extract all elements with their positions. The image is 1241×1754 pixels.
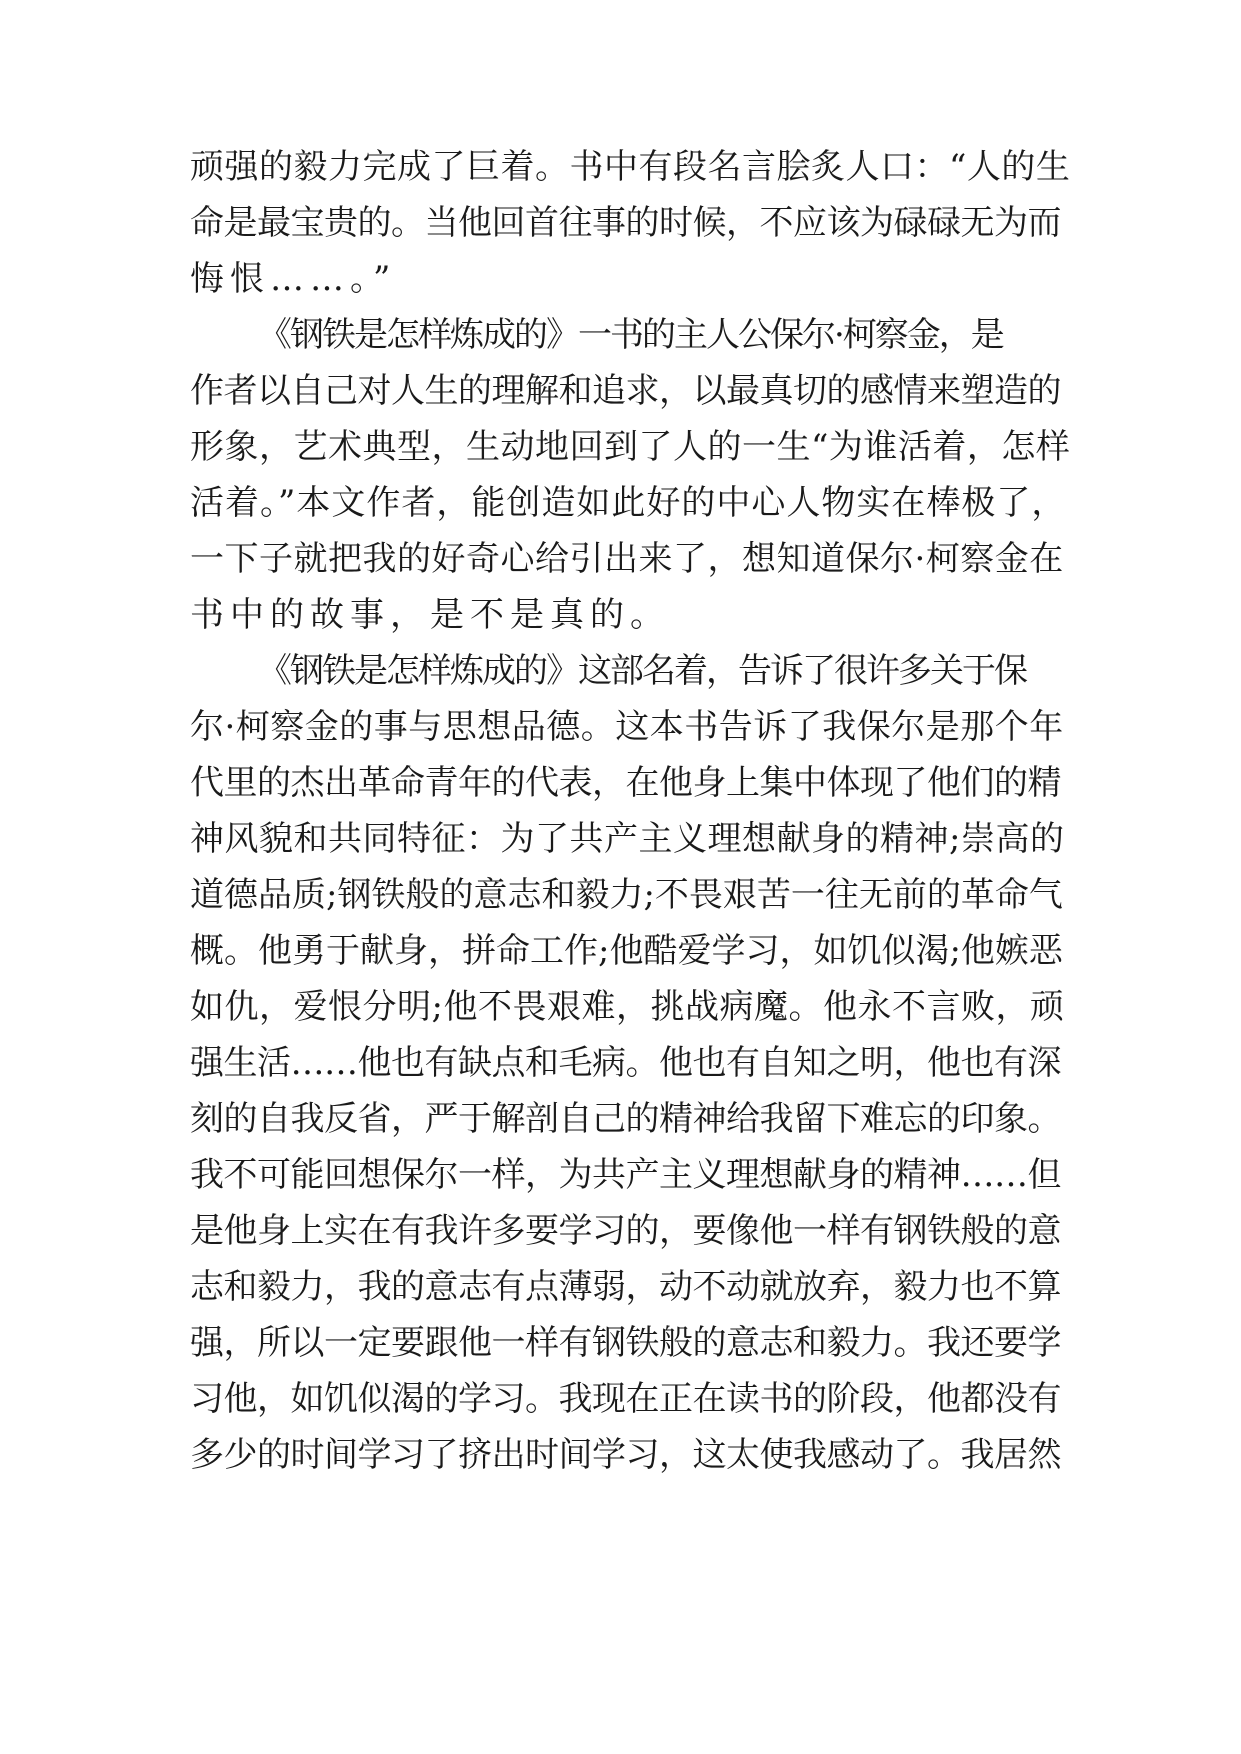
text-line-8: 一下子就把我的好奇心给引出来了，想知道保尔·柯察金在	[190, 539, 1064, 579]
text-line-5: 作者以自己对人生的理解和追求，以最真切的感情来塑造的	[190, 371, 1061, 411]
text-line-24: 多少的时间学习了挤出时间学习，这太使我感动了。我居然	[190, 1435, 1061, 1475]
text-line-1: 顽强的毅力完成了巨着。书中有段名言脍炙人口：“人的生	[190, 147, 1071, 187]
text-line-23: 习他，如饥似渴的学习。我现在正在读书的阶段，他都没有	[190, 1379, 1061, 1419]
text-line-2: 命是最宝贵的。当他回首往事的时候，不应该为碌碌无为而	[190, 203, 1061, 243]
text-line-13: 神风貌和共同特征：为了共产主义理想献身的精神;崇高的	[190, 819, 1065, 859]
text-line-22: 强，所以一定要跟他一样有钢铁般的意志和毅力。我还要学	[190, 1323, 1061, 1363]
text-line-15: 概。他勇于献身，拼命工作;他酷爱学习，如饥似渴;他嫉恶	[190, 931, 1063, 971]
text-line-18: 刻的自我反省，严于解剖自己的精神给我留下难忘的印象。	[190, 1099, 1061, 1139]
text-line-19: 我不可能回想保尔一样，为共产主义理想献身的精神……但	[190, 1155, 1061, 1195]
text-line-3: 悔恨……。”	[190, 259, 397, 299]
text-line-20: 是他身上实在有我许多要学习的，要像他一样有钢铁般的意	[190, 1211, 1061, 1251]
text-line-11: 尔·柯察金的事与思想品德。这本书告诉了我保尔是那个年	[190, 707, 1064, 747]
text-line-12: 代里的杰出革命青年的代表，在他身上集中体现了他们的精	[190, 763, 1061, 803]
text-line-6: 形象，艺术典型，生动地回到了人的一生“为谁活着，怎样	[190, 427, 1071, 467]
text-line-9: 书中的故事，是不是真的。	[190, 595, 670, 635]
text-line-14: 道德品质;钢铁般的意志和毅力;不畏艰苦一往无前的革命气	[190, 875, 1063, 915]
text-line-17: 强生活……他也有缺点和毛病。他也有自知之明，他也有深	[190, 1043, 1061, 1083]
text-line-7: 活着。”本文作者，能创造如此好的中心人物实在棒极了，	[190, 483, 1067, 523]
text-line-21: 志和毅力，我的意志有点薄弱，动不动就放弃，毅力也不算	[190, 1267, 1061, 1307]
text-line-16: 如仇，爱恨分明;他不畏艰难，挑战病魔。他永不言败，顽	[190, 987, 1065, 1027]
text-line-10: 《钢铁是怎样炼成的》这部名着，告诉了很许多关于保	[258, 651, 1026, 691]
text-line-4: 《钢铁是怎样炼成的》一书的主人公保尔·柯察金，是	[258, 315, 1003, 355]
